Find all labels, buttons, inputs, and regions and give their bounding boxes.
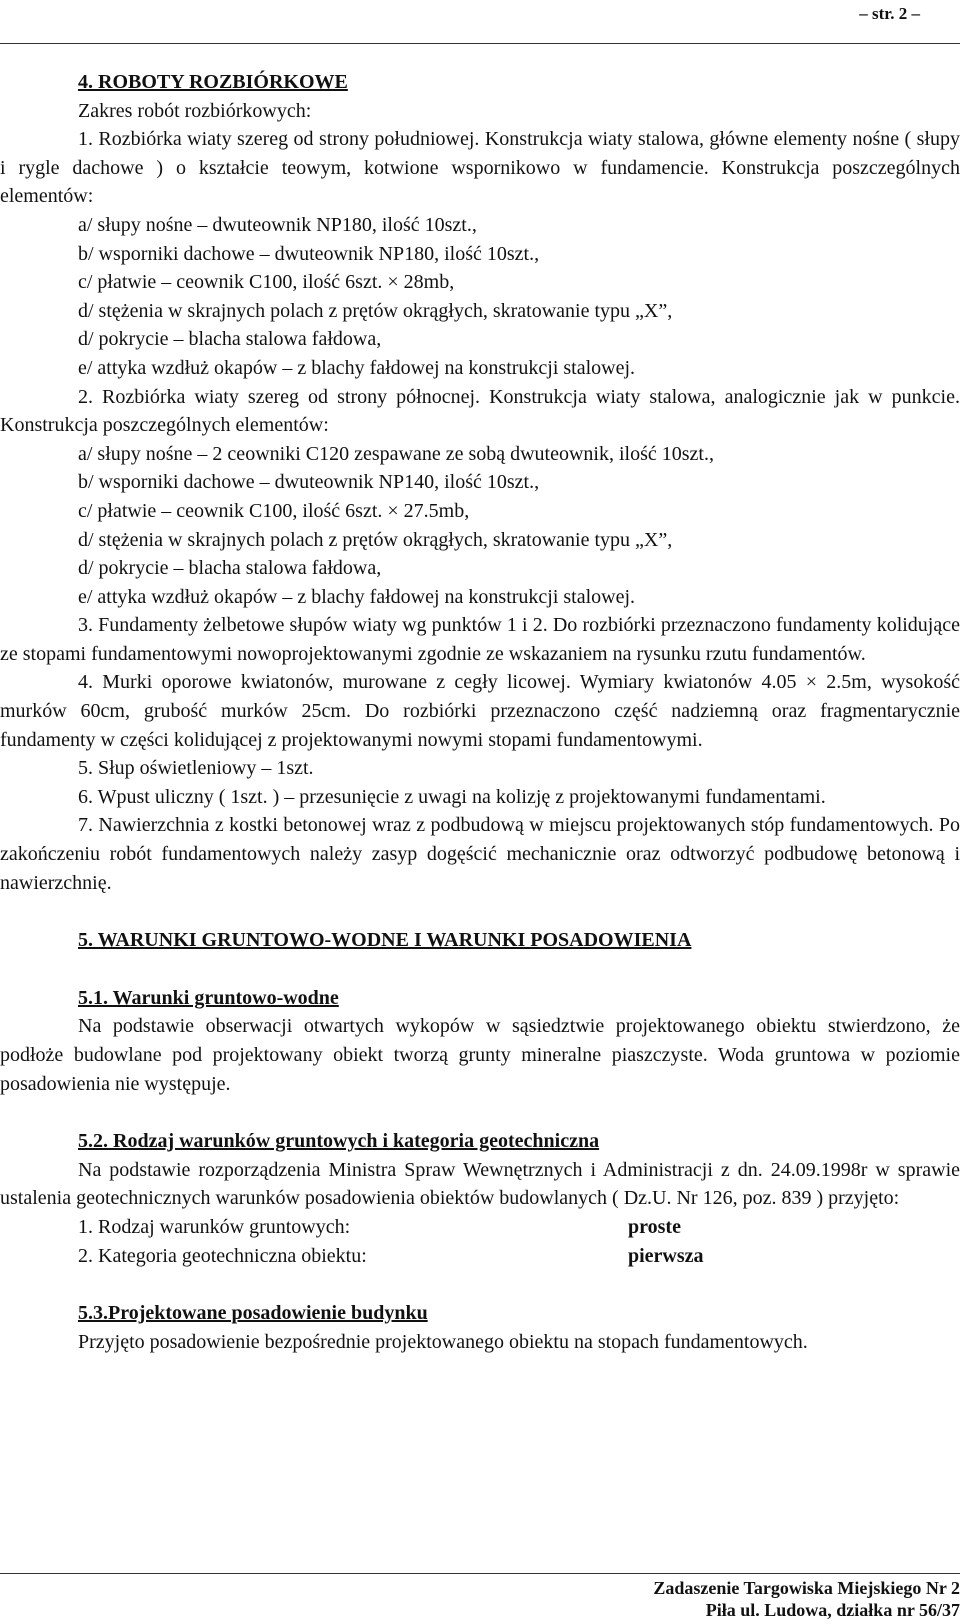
page-footer	[653, 1577, 960, 1621]
item-2-a: a/ słupy nośne – 2 ceowniki C120 zespawane ze sobą dwuteownik, ilość 10szt.,	[78, 442, 714, 465]
item-1-b: b/ wsporniki dachowe – dwuteownik NP180, ilość 10szt.,	[78, 242, 540, 265]
section-4-intro: Zakres robót rozbiórkowych:	[78, 99, 312, 122]
spacer	[0, 897, 960, 926]
section-5-3-title: 5.3.Projektowane posadowienie budynku	[78, 1302, 428, 1325]
item-1-d1: d/ stężenia w skrajnych polach z prętów okrągłych, skratowanie typu „X”,	[78, 299, 673, 322]
document-body	[0, 68, 960, 1356]
item-1-lead: 1. Rozbiórka wiaty szereg od strony południowej. Konstrukcja wiaty stalowa, główne elementy nośne ( słupy i rygle dachowe ) o kształcie teowym, kotwione wspornikowo w fundamencie. Konstrukcja poszczególnych elementów:	[0, 128, 960, 208]
item-7: 7. Nawierzchnia z kostki betonowej wraz z podbudową w miejscu projektowanych stóp fundamentowych. Po zakończeniu robót fundamentowych należy zasyp dogęścić mechanicznie oraz odtworzyć podbudowę betonową i nawierzchnię.	[0, 814, 960, 894]
footer-location: Piła ul. Ludowa, działka nr 56/37	[705, 1600, 960, 1620]
geotechnical-category-value: pierwsza	[628, 1244, 704, 1267]
item-6: 6. Wpust uliczny ( 1szt. ) – przesunięcie z uwagi na kolizję z projektowanymi fundamentami.	[78, 785, 826, 808]
section-5-2-text: Na podstawie rozporządzenia Ministra Spraw Wewnętrznych i Administracji z dn. 24.09.1998r w sprawie ustalenia geotechnicznych warunków posadowienia obiektów budowlanych ( Dz.U. Nr 126, poz. 839 ) przyjęto:	[0, 1158, 960, 1210]
footer-project-title: Zadaszenie Targowiska Miejskiego Nr 2	[653, 1578, 960, 1598]
section-5-1-title: 5.1. Warunki gruntowo-wodne	[78, 986, 339, 1009]
soil-conditions-value: proste	[628, 1215, 681, 1238]
page-number-header: – str. 2 –	[859, 4, 920, 23]
spacer	[0, 1270, 960, 1299]
item-2-c: c/ płatwie – ceownik C100, ilość 6szt. × 27.5mb,	[78, 499, 470, 522]
item-4: 4. Murki oporowe kwiatonów, murowane z cegły licowej. Wymiary kwiatonów 4.05 × 2.5m, wysokość murków 60cm, grubość murków 25cm. Do rozbiórki przeznaczono część nadziemną oraz fragmentarycznie fundamenty w części kolidującej z projektowanymi nowymi stopami fundamentowymi.	[0, 671, 960, 751]
soil-conditions-label: 1. Rodzaj warunków gruntowych:	[78, 1215, 351, 1238]
item-3: 3. Fundamenty żelbetowe słupów wiaty wg punktów 1 i 2. Do rozbiórki przeznaczono fundamenty kolidujące ze stopami fundamentowymi nowoprojektowanymi zgodnie ze wskazaniem na rysunku rzutu fundamentów.	[0, 614, 960, 665]
spacer	[0, 1098, 960, 1127]
section-5-title: 5. WARUNKI GRUNTOWO-WODNE I WARUNKI POSADOWIENIA	[78, 929, 692, 952]
item-2-d1: d/ stężenia w skrajnych polach z prętów okrągłych, skratowanie typu „X”,	[78, 528, 673, 551]
spacer	[0, 955, 960, 984]
item-2-b: b/ wsporniki dachowe – dwuteownik NP140, ilość 10szt.,	[78, 471, 540, 494]
footer-rule	[0, 1573, 960, 1574]
header-rule	[0, 43, 960, 44]
item-5: 5. Słup oświetleniowy – 1szt.	[78, 757, 314, 780]
item-1-d2: d/ pokrycie – blacha stalowa fałdowa,	[78, 328, 382, 351]
item-2-e: e/ attyka wzdłuż okapów – z blachy fałdowej na konstrukcji stalowej.	[78, 585, 636, 608]
item-1-e: e/ attyka wzdłuż okapów – z blachy fałdowej na konstrukcji stalowej.	[78, 356, 636, 379]
section-4-title: 4. ROBOTY ROZBIÓRKOWE	[78, 71, 348, 93]
geotechnical-category-row	[0, 1242, 960, 1271]
section-5-1-text: Na podstawie obserwacji otwartych wykopów w sąsiedztwie projektowanego obiektu stwierdzono, że podłoże budowlane pod projektowany obiekt tworzą grunty mineralne piaszczyste. Woda gruntowa w poziomie posadowienia nie występuje.	[0, 1015, 960, 1095]
section-5-2-title: 5.2. Rodzaj warunków gruntowych i kategoria geotechniczna	[78, 1130, 600, 1153]
item-1-c: c/ płatwie – ceownik C100, ilość 6szt. × 28mb,	[78, 271, 455, 294]
section-5-3-text: Przyjęto posadowienie bezpośrednie projektowanego obiektu na stopach fundamentowych.	[78, 1330, 808, 1353]
soil-conditions-row	[0, 1213, 960, 1242]
item-2-lead: 2. Rozbiórka wiaty szereg od strony północnej. Konstrukcja wiaty stalowa, analogicznie jak w punkcie. Konstrukcja poszczególnych elementów:	[0, 385, 960, 437]
item-1-a: a/ słupy nośne – dwuteownik NP180, ilość 10szt.,	[78, 213, 477, 236]
geotechnical-category-label: 2. Kategoria geotechniczna obiektu:	[78, 1244, 367, 1267]
item-2-d2: d/ pokrycie – blacha stalowa fałdowa,	[78, 557, 382, 580]
